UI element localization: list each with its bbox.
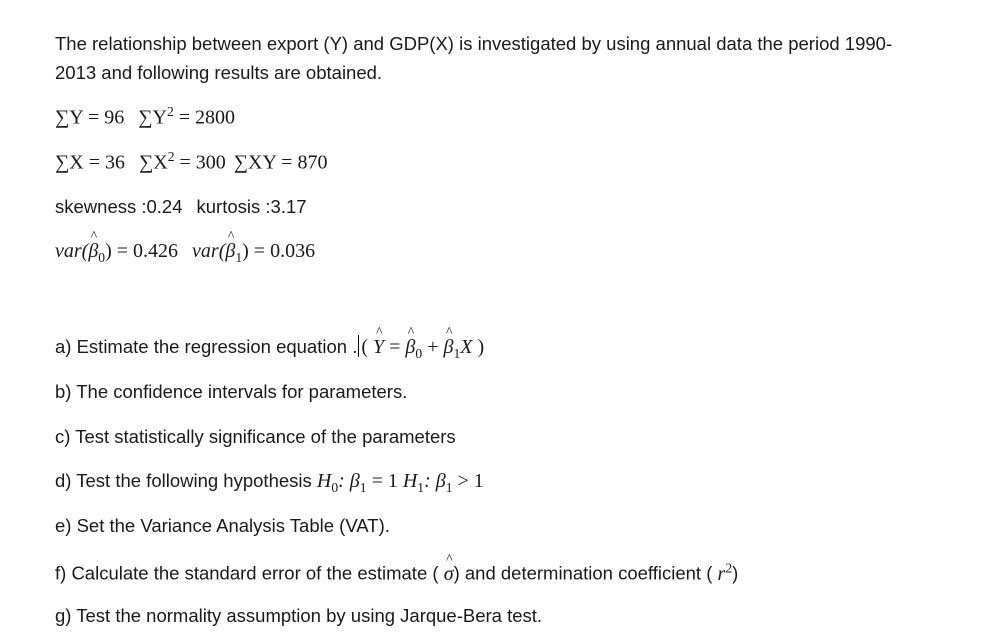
eq-b0: ^ β	[405, 336, 415, 359]
intro-line-1: The relationship between export (Y) and GDP(X) is investigated by using annual data the period 1990-	[55, 33, 893, 54]
stats-line	[55, 196, 307, 218]
question-f-mid: ) and determination coefficient (	[453, 562, 718, 584]
question-g: g) Test the normality assumption by using Jarque-Bera test.	[55, 605, 543, 626]
var-b0-prefix: var(	[55, 240, 89, 262]
h0-value: = 1	[366, 470, 403, 492]
eq-b0-sub: 0	[415, 346, 423, 361]
eq-plus: +	[422, 336, 444, 358]
r-squared	[717, 560, 733, 585]
intro-line-2: 2013 and following results are obtained.	[55, 62, 383, 83]
eq-close: )	[472, 336, 485, 358]
h0-beta: : β	[338, 470, 360, 492]
question-f	[55, 560, 738, 586]
sums-y-line	[55, 104, 235, 130]
var-b0-sub: 0	[98, 250, 106, 265]
sum-y2-rhs: = 2800	[173, 106, 236, 129]
eq-open: (	[361, 336, 374, 358]
sum-y: ∑Y = 96	[55, 106, 125, 129]
h1-beta-sub: 1	[445, 480, 453, 495]
text-cursor	[358, 335, 359, 357]
sigma-hat: ^ σ	[444, 563, 454, 586]
h1-value: > 1	[452, 470, 484, 492]
question-e: e) Set the Variance Analysis Table (VAT).	[55, 515, 390, 536]
var-b0-symbol: ^ β	[88, 240, 98, 263]
eq-b1-sub: 1	[453, 346, 461, 361]
question-b: b) The confidence intervals for parameters.	[55, 381, 408, 402]
var-b1-prefix: var(	[192, 240, 226, 262]
question-d-text: d) Test the following hypothesis	[55, 470, 317, 491]
var-b1-sub: 1	[235, 250, 243, 265]
question-f-text: f) Calculate the standard error of the estimate (	[55, 562, 444, 584]
sum-x2-rhs: = 300	[174, 151, 226, 174]
sum-x2-lhs: ∑X	[138, 151, 168, 174]
question-d-hypothesis	[316, 470, 484, 495]
eq-y-hat: ^ Y	[373, 336, 384, 359]
var-b0-suffix: ) = 0.426	[105, 240, 179, 262]
skewness-value: skewness :0.24	[55, 196, 183, 217]
sums-x-line	[55, 149, 327, 175]
sum-y2-lhs: ∑Y	[138, 106, 167, 129]
sum-x: ∑X = 36	[55, 151, 125, 174]
h0: H	[316, 470, 332, 492]
r-exp: 2	[725, 560, 733, 575]
question-c: c) Test statistically significance of the parameters	[55, 426, 456, 447]
sum-y2-exp: 2	[166, 104, 174, 119]
question-a-equation	[361, 336, 485, 361]
var-b1-suffix: ) = 0.036	[242, 240, 316, 262]
question-d	[55, 470, 484, 496]
question-a-text: a) Estimate the regression equation .	[55, 336, 358, 357]
h1: H	[402, 470, 418, 492]
r-symbol: r	[717, 562, 726, 585]
variances-line	[55, 240, 315, 266]
var-b1-symbol: ^ β	[225, 240, 235, 263]
eq-equals: =	[384, 336, 406, 358]
h0-beta-sub: 1	[359, 480, 367, 495]
h1-beta: : β	[424, 470, 446, 492]
kurtosis-value: kurtosis :3.17	[196, 196, 307, 217]
sum-xy: ∑XY = 870	[233, 151, 328, 174]
eq-x: X	[460, 336, 473, 358]
question-f-close: )	[732, 562, 739, 584]
eq-b1: ^ β	[443, 336, 453, 359]
sum-x2-exp: 2	[167, 149, 175, 164]
h1-sub: 1	[417, 480, 425, 495]
question-a	[55, 335, 484, 362]
h0-sub: 0	[331, 480, 339, 495]
